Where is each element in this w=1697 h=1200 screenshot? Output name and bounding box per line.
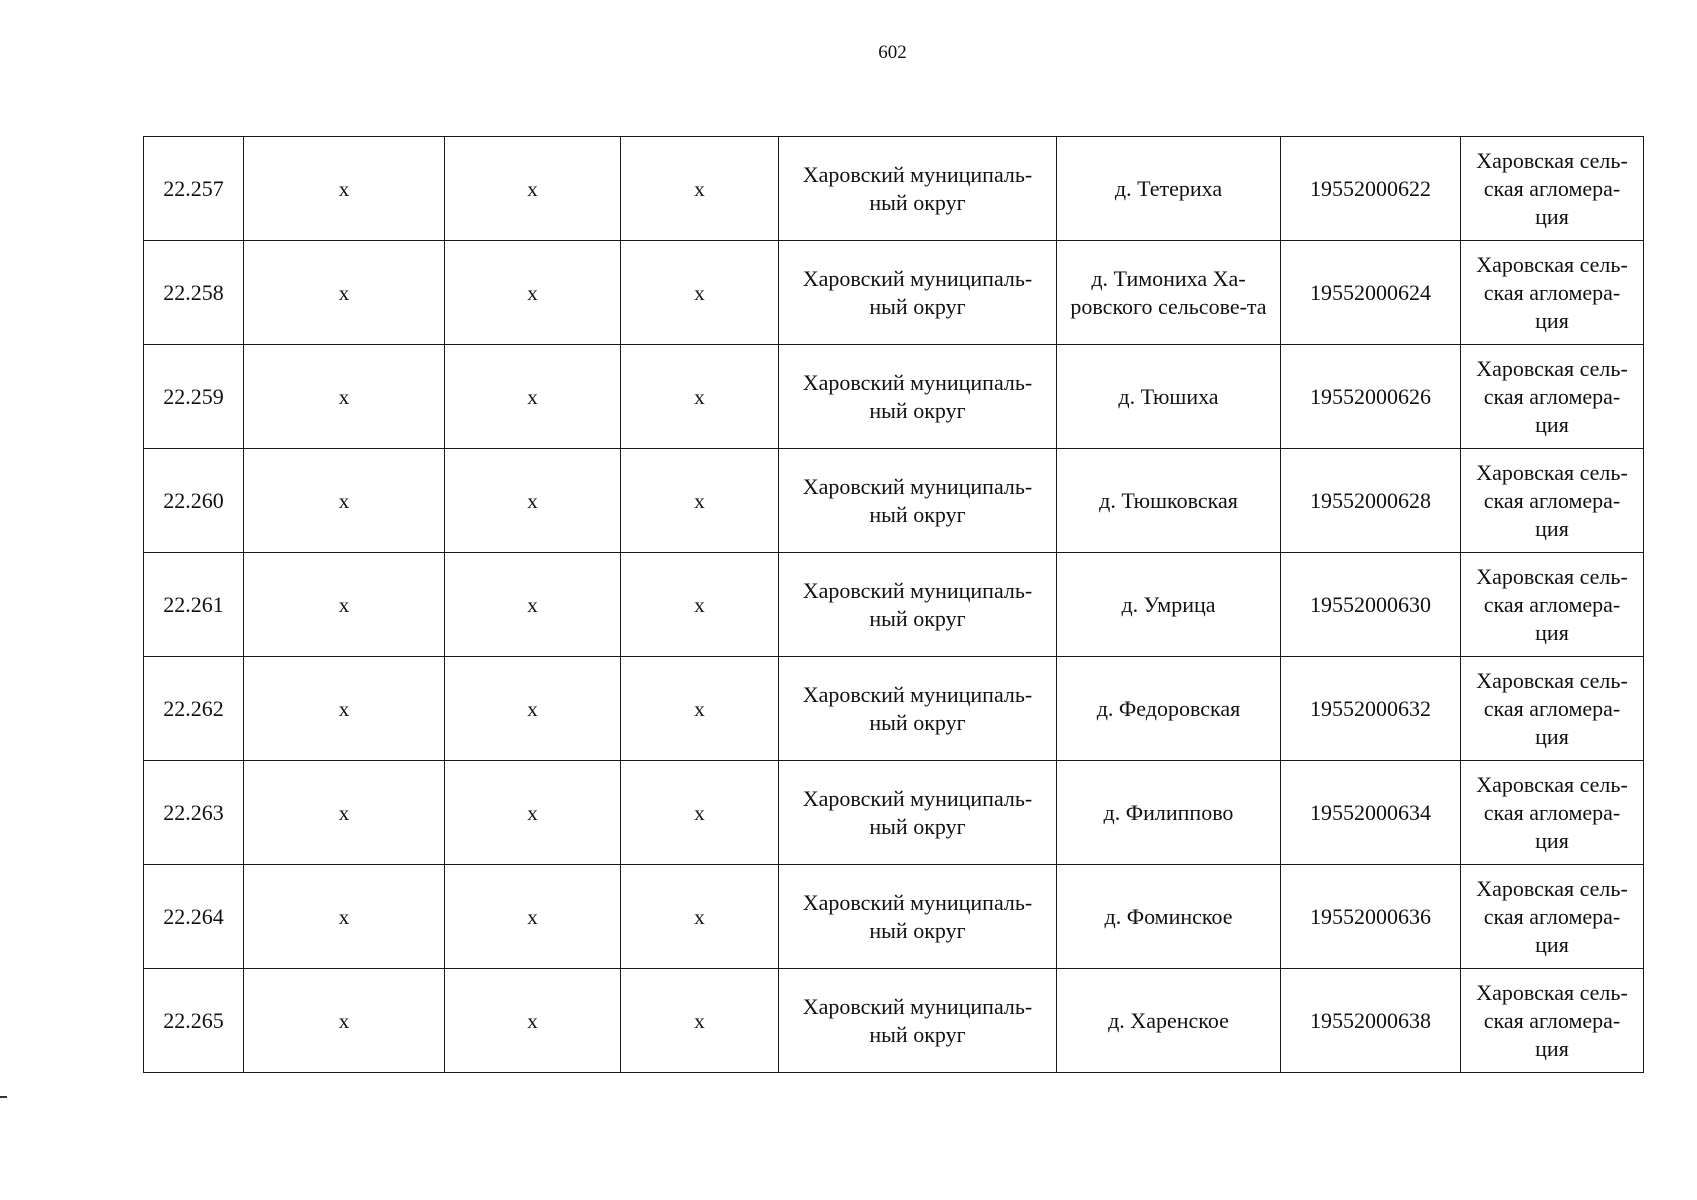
column-4-mark: х [621, 657, 779, 761]
locality-cell: д. Фоминское [1057, 865, 1281, 969]
district-cell: Харовский муниципаль-ный округ [779, 657, 1057, 761]
agglomeration-cell: Харовская сель-ская агломера-ция [1461, 449, 1644, 553]
column-2-mark: х [244, 761, 445, 865]
column-2-mark: х [244, 553, 445, 657]
oktmo-code-cell: 19552000622 [1281, 137, 1461, 241]
column-2-mark: х [244, 345, 445, 449]
district-cell: Харовский муниципаль-ный округ [779, 865, 1057, 969]
locality-cell: д. Филиппово [1057, 761, 1281, 865]
district-cell: Харовский муниципаль-ный округ [779, 241, 1057, 345]
column-4-mark: х [621, 553, 779, 657]
locality-cell: д. Тимониха Ха-ровского сельсове-та [1057, 241, 1281, 345]
column-4-mark: х [621, 137, 779, 241]
agglomeration-cell: Харовская сель-ская агломера-ция [1461, 969, 1644, 1073]
column-4-mark: х [621, 865, 779, 969]
column-4-mark: х [621, 241, 779, 345]
column-2-mark: х [244, 865, 445, 969]
column-3-mark: х [445, 969, 621, 1073]
agglomeration-cell: Харовская сель-ская агломера-ция [1461, 137, 1644, 241]
column-3-mark: х [445, 345, 621, 449]
locality-cell: д. Федоровская [1057, 657, 1281, 761]
page-number: 602 [878, 42, 907, 63]
table-row [144, 241, 1644, 345]
table-body [144, 137, 1644, 1073]
district-cell: Харовский муниципаль-ный округ [779, 553, 1057, 657]
locality-cell: д. Тетериха [1057, 137, 1281, 241]
table-row [144, 345, 1644, 449]
table-row [144, 865, 1644, 969]
row-number-cell: 22.265 [144, 969, 244, 1073]
column-4-mark: х [621, 449, 779, 553]
locality-cell: д. Харенское [1057, 969, 1281, 1073]
agglomeration-cell: Харовская сель-ская агломера-ция [1461, 553, 1644, 657]
column-4-mark: х [621, 969, 779, 1073]
column-2-mark: х [244, 969, 445, 1073]
column-3-mark: х [445, 137, 621, 241]
oktmo-code-cell: 19552000636 [1281, 865, 1461, 969]
oktmo-code-cell: 19552000630 [1281, 553, 1461, 657]
agglomeration-cell: Харовская сель-ская агломера-ция [1461, 241, 1644, 345]
agglomeration-cell: Харовская сель-ская агломера-ция [1461, 657, 1644, 761]
table-row [144, 657, 1644, 761]
settlements-table [143, 136, 1644, 1073]
column-2-mark: х [244, 241, 445, 345]
row-number-cell: 22.263 [144, 761, 244, 865]
row-number-cell: 22.264 [144, 865, 244, 969]
column-3-mark: х [445, 865, 621, 969]
oktmo-code-cell: 19552000624 [1281, 241, 1461, 345]
table-row [144, 761, 1644, 865]
oktmo-code-cell: 19552000638 [1281, 969, 1461, 1073]
column-3-mark: х [445, 449, 621, 553]
column-3-mark: х [445, 657, 621, 761]
district-cell: Харовский муниципаль-ный округ [779, 761, 1057, 865]
column-2-mark: х [244, 449, 445, 553]
column-4-mark: х [621, 345, 779, 449]
column-2-mark: х [244, 137, 445, 241]
row-number-cell: 22.262 [144, 657, 244, 761]
agglomeration-cell: Харовская сель-ская агломера-ция [1461, 345, 1644, 449]
table-row [144, 137, 1644, 241]
locality-cell: д. Тюшковская [1057, 449, 1281, 553]
row-number-cell: 22.261 [144, 553, 244, 657]
locality-cell: д. Умрица [1057, 553, 1281, 657]
district-cell: Харовский муниципаль-ный округ [779, 345, 1057, 449]
oktmo-code-cell: 19552000632 [1281, 657, 1461, 761]
column-3-mark: х [445, 241, 621, 345]
column-2-mark: х [244, 657, 445, 761]
table-row [144, 553, 1644, 657]
row-number-cell: 22.259 [144, 345, 244, 449]
column-4-mark: х [621, 761, 779, 865]
row-number-cell: 22.260 [144, 449, 244, 553]
oktmo-code-cell: 19552000634 [1281, 761, 1461, 865]
table-row [144, 449, 1644, 553]
table-row [144, 969, 1644, 1073]
locality-cell: д. Тюшиха [1057, 345, 1281, 449]
oktmo-code-cell: 19552000626 [1281, 345, 1461, 449]
row-number-cell: 22.257 [144, 137, 244, 241]
agglomeration-cell: Харовская сель-ская агломера-ция [1461, 761, 1644, 865]
column-3-mark: х [445, 761, 621, 865]
oktmo-code-cell: 19552000628 [1281, 449, 1461, 553]
district-cell: Харовский муниципаль-ный округ [779, 449, 1057, 553]
agglomeration-cell: Харовская сель-ская агломера-ция [1461, 865, 1644, 969]
district-cell: Харовский муниципаль-ный округ [779, 137, 1057, 241]
row-number-cell: 22.258 [144, 241, 244, 345]
margin-mark [0, 1096, 7, 1098]
column-3-mark: х [445, 553, 621, 657]
district-cell: Харовский муниципаль-ный округ [779, 969, 1057, 1073]
